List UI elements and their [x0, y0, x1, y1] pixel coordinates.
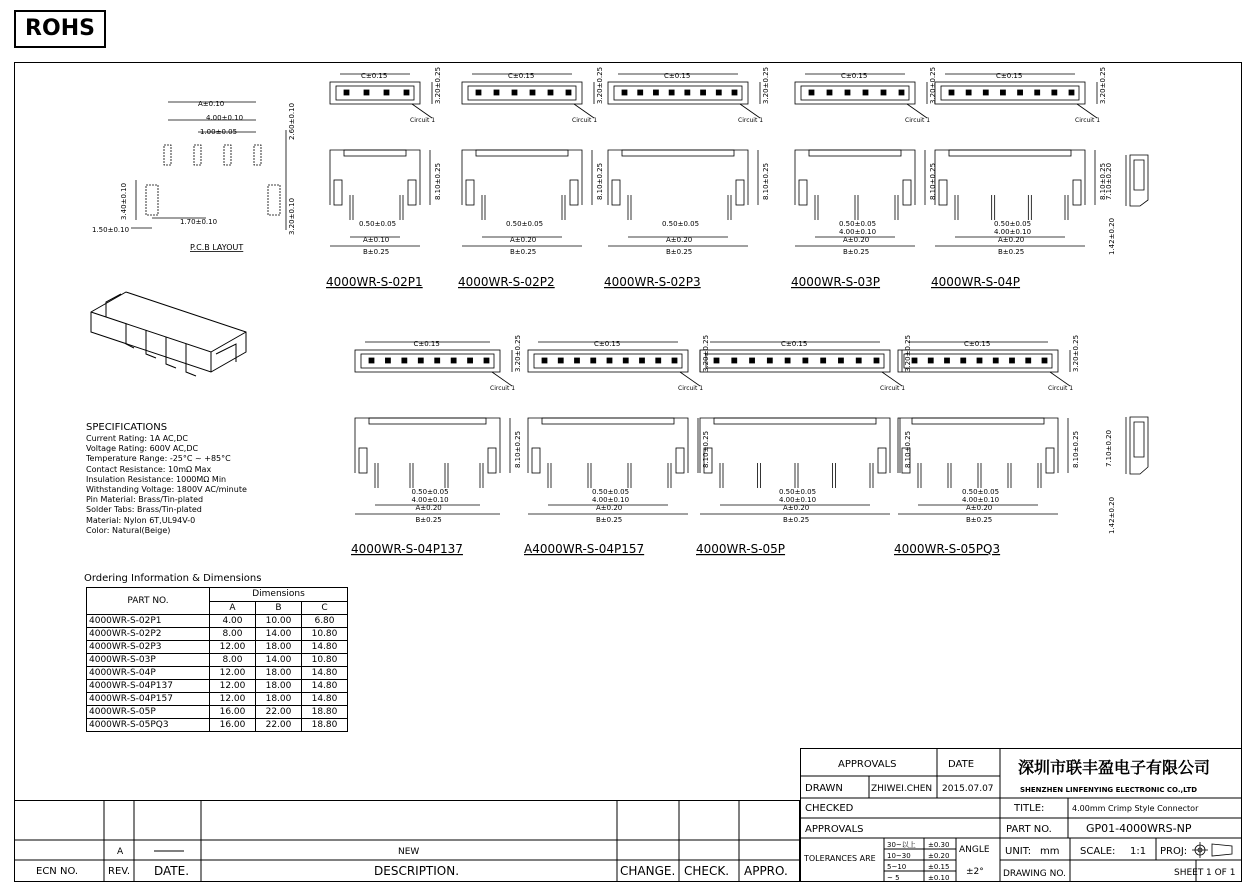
- ordering-cell-part: 4000WR-S-05PQ3: [87, 719, 210, 732]
- dim-side: 3.20±0.25: [514, 334, 522, 372]
- dim-b: B±0.25: [510, 248, 537, 256]
- spec-line: Current Rating: 1A AC,DC: [86, 434, 188, 443]
- ordering-cell-a: 8.00: [210, 654, 256, 667]
- dim-height: 8.10±0.25: [1099, 162, 1107, 200]
- pcb-layout-title: P.C.B LAYOUT: [190, 243, 244, 252]
- title-label: TITLE:: [1014, 803, 1045, 814]
- dim-height: 8.10±0.25: [702, 430, 710, 468]
- dim-pitch: 0.50±0.05: [962, 488, 1000, 496]
- sheet-label: SHEET: [1174, 868, 1204, 878]
- side-view-2-h: 7.10±0.20: [1105, 429, 1113, 467]
- tol-value: ±0.20: [928, 852, 950, 860]
- spec-line: Pin Material: Brass/Tin-plated: [86, 495, 204, 505]
- ordering-header-dims: Dimensions: [210, 588, 348, 602]
- ordering-cell-part: 4000WR-S-04P: [87, 667, 210, 680]
- date-header: DATE: [948, 759, 975, 770]
- ordering-cell-a: 12.00: [210, 693, 256, 706]
- drawn-date: 2015.07.07: [942, 784, 994, 794]
- spec-line: Temperature Range: -25°C ~ +85°C: [86, 454, 231, 464]
- ecn-no-label: ECN NO.: [36, 866, 79, 877]
- ordering-cell-b: 18.00: [256, 680, 302, 693]
- ordering-cell-part: 4000WR-S-03P: [87, 654, 210, 667]
- tol-value: ±0.10: [928, 874, 950, 882]
- ordering-row: [87, 693, 348, 706]
- dim-a: A±0.20: [783, 504, 810, 512]
- dim-side: 3.20±0.25: [1099, 66, 1107, 104]
- dim-4mm: 4.00±0.10: [962, 496, 1000, 504]
- ordering-col-b: B: [256, 601, 302, 615]
- unit-label: UNIT:: [1005, 846, 1032, 857]
- dim-a: A±0.20: [966, 504, 993, 512]
- dim-height: 8.10±0.25: [596, 162, 604, 200]
- dim-c: C±0.15: [664, 72, 691, 80]
- checked-label: CHECKED: [805, 803, 854, 814]
- ordering-cell-a: 4.00: [210, 615, 256, 628]
- part-label: 4000WR-S-05P: [696, 542, 786, 556]
- ordering-row: [87, 615, 348, 628]
- connector-3d-view: [86, 282, 256, 392]
- ordering-title: Ordering Information & Dimensions: [84, 573, 262, 584]
- ordering-cell-part: 4000WR-S-02P3: [87, 641, 210, 654]
- dim-pitch: 0.50±0.05: [359, 220, 397, 228]
- ordering-cell-part: 4000WR-S-05P: [87, 706, 210, 719]
- ordering-cell-c: 10.80: [302, 654, 348, 667]
- specifications: [86, 422, 247, 536]
- spec-line: Withstanding Voltage: 1800V AC/minute: [86, 485, 247, 495]
- scale-label: SCALE:: [1080, 846, 1116, 857]
- rev-value: A: [117, 847, 124, 857]
- ordering-cell-c: 14.80: [302, 680, 348, 693]
- ordering-row: [87, 641, 348, 654]
- dim-pitch: 0.50±0.05: [994, 220, 1032, 228]
- ordering-cell-c: 14.80: [302, 641, 348, 654]
- dim-pitch: 0.50±0.05: [411, 488, 449, 496]
- part-label: 4000WR-S-02P1: [326, 275, 423, 289]
- date-label: DATE.: [154, 864, 190, 878]
- ordering-cell-b: 22.00: [256, 706, 302, 719]
- ordering-col-c: C: [302, 601, 348, 615]
- part-no-label: PART NO.: [1006, 824, 1052, 835]
- spec-line: Material: Nylon 6T,UL94V-0: [86, 515, 196, 525]
- tolerances-label: TOLERANCES ARE: [804, 854, 876, 863]
- connector-view-2: [690, 330, 920, 561]
- dim-pitch: 0.50±0.05: [506, 220, 544, 228]
- ordering-col-a: A: [210, 601, 256, 615]
- circuit-label: Circuit 1: [490, 385, 516, 392]
- ordering-row: [87, 719, 348, 732]
- dim-b: B±0.25: [415, 516, 442, 524]
- connector-view-0: [320, 62, 450, 294]
- dim-c: C±0.15: [508, 72, 535, 80]
- angle-tol: ±2°: [966, 867, 984, 877]
- part-label: 4000WR-S-05PQ3: [894, 542, 1001, 556]
- dim-height: 8.10±0.25: [514, 430, 522, 468]
- dim-a: A±0.20: [596, 504, 623, 512]
- dim-height: 8.10±0.25: [434, 162, 442, 200]
- dim-b: B±0.25: [666, 248, 693, 256]
- side-view-2: [1100, 412, 1160, 537]
- part-label: 4000WR-S-02P3: [604, 275, 701, 289]
- connector-view-1: [452, 62, 612, 294]
- spec-line: Solder Tabs: Brass/Tin-plated: [86, 505, 202, 515]
- circuit-label: Circuit 1: [1075, 117, 1101, 124]
- part-label: 4000WR-S-03P: [791, 275, 881, 289]
- circuit-label: Circuit 1: [880, 385, 906, 392]
- ordering-row: [87, 628, 348, 641]
- dim-a: A±0.20: [843, 236, 870, 244]
- check-label: CHECK.: [684, 864, 730, 878]
- circuit-label: Circuit 1: [905, 117, 931, 124]
- title-block: [800, 748, 1242, 882]
- dim-a: A±0.20: [666, 236, 693, 244]
- drawn-by: ZHIWEI.CHEN: [871, 784, 933, 794]
- connector-view-2: [598, 62, 778, 294]
- ordering-cell-c: 18.80: [302, 719, 348, 732]
- spec-line: Insulation Resistance: 1000MΩ Min: [86, 474, 227, 484]
- ordering-cell-b: 10.00: [256, 615, 302, 628]
- ordering-cell-b: 18.00: [256, 667, 302, 680]
- tol-value: ±0.30: [928, 841, 950, 849]
- ordering-cell-part: 4000WR-S-04P137: [87, 680, 210, 693]
- circuit-label: Circuit 1: [410, 117, 436, 124]
- dim-b: B±0.25: [596, 516, 623, 524]
- title-value: 4.00mm Crimp Style Connector: [1072, 804, 1199, 813]
- ordering-table: [86, 587, 348, 732]
- dim-a: A±0.10: [363, 236, 390, 244]
- proj-label: PROJ:: [1160, 846, 1188, 857]
- dim-4mm: 4.00±0.10: [779, 496, 817, 504]
- dim-height: 8.10±0.25: [1072, 430, 1080, 468]
- pcb-dim-width: 1.00±0.05: [200, 128, 238, 136]
- pcb-layout-drawing: [86, 90, 296, 260]
- pcb-dim-320: 3.20±0.10: [288, 197, 296, 235]
- tol-range: 5~10: [887, 863, 907, 871]
- dim-a: A±0.20: [998, 236, 1025, 244]
- company-name-en: SHENZHEN LINFENYING ELECTRONIC CO.,LTD: [1020, 786, 1198, 794]
- appro-label: APPRO.: [744, 864, 788, 878]
- ordering-cell-a: 16.00: [210, 706, 256, 719]
- connector-view-1: [518, 330, 718, 561]
- ordering-cell-c: 6.80: [302, 615, 348, 628]
- tol-value: ±0.15: [928, 863, 950, 871]
- angle-label: ANGLE: [959, 845, 990, 855]
- dim-b: B±0.25: [966, 516, 993, 524]
- connector-view-3: [888, 330, 1088, 561]
- dim-c: C±0.15: [964, 340, 991, 348]
- scale-value: 1:1: [1130, 846, 1147, 857]
- ordering-cell-c: 14.80: [302, 693, 348, 706]
- dim-b: B±0.25: [998, 248, 1025, 256]
- dim-height: 8.10±0.25: [929, 162, 937, 200]
- ordering-cell-a: 16.00: [210, 719, 256, 732]
- connector-view-0: [345, 330, 530, 561]
- dim-pitch: 0.50±0.05: [662, 220, 700, 228]
- part-no-value: GP01-4000WRS-NP: [1086, 822, 1192, 835]
- dim-a: A±0.20: [510, 236, 537, 244]
- spec-line: Color: Natural(Beige): [86, 525, 171, 535]
- ordering-cell-b: 18.00: [256, 641, 302, 654]
- circuit-label: Circuit 1: [678, 385, 704, 392]
- dim-side: 3.20±0.25: [762, 66, 770, 104]
- dim-b: B±0.25: [843, 248, 870, 256]
- ordering-cell-part: 4000WR-S-02P2: [87, 628, 210, 641]
- dim-4mm: 4.00±0.10: [994, 228, 1032, 236]
- approvals-header: APPROVALS: [838, 759, 897, 770]
- side-view-2-t: 1.42±0.20: [1108, 496, 1116, 534]
- circuit-label: Circuit 1: [572, 117, 598, 124]
- dim-side: 3.20±0.25: [596, 66, 604, 104]
- dim-height: 8.10±0.25: [762, 162, 770, 200]
- approvals-label: APPROVALS: [805, 824, 864, 835]
- dim-c: C±0.15: [594, 340, 621, 348]
- drawn-label: DRAWN: [805, 783, 843, 794]
- dim-b: B±0.25: [363, 248, 390, 256]
- revision-block: [14, 800, 800, 882]
- ordering-cell-b: 14.00: [256, 654, 302, 667]
- tol-range: 10~30: [887, 852, 911, 860]
- dim-c: C±0.15: [841, 72, 868, 80]
- ordering-cell-a: 12.00: [210, 641, 256, 654]
- tol-range: ~ 5: [887, 874, 900, 882]
- connector-view-3: [785, 62, 945, 294]
- tol-range: 30~以上: [887, 841, 916, 849]
- dim-pitch: 0.50±0.05: [779, 488, 817, 496]
- circuit-label: Circuit 1: [738, 117, 764, 124]
- dim-pitch: 0.50±0.05: [839, 220, 877, 228]
- company-name-cn: 深圳市联丰盈电子有限公司: [1018, 758, 1211, 777]
- dim-side: 3.20±0.25: [1072, 334, 1080, 372]
- rohs-mark: ROHS: [14, 10, 106, 48]
- rev-description-value: NEW: [398, 847, 420, 857]
- ordering-cell-a: 8.00: [210, 628, 256, 641]
- ordering-cell-c: 14.80: [302, 667, 348, 680]
- ordering-cell-c: 18.80: [302, 706, 348, 719]
- ordering-cell-b: 18.00: [256, 693, 302, 706]
- ordering-cell-part: 4000WR-S-04P157: [87, 693, 210, 706]
- ordering-row: [87, 680, 348, 693]
- specifications-title: SPECIFICATIONS: [86, 422, 168, 433]
- dim-side: 3.20±0.25: [434, 66, 442, 104]
- part-label: 4000WR-S-04P: [931, 275, 1021, 289]
- dim-side: 3.20±0.25: [929, 66, 937, 104]
- connector-view-4: [925, 62, 1115, 294]
- rev-label: REV.: [108, 866, 130, 877]
- dim-a: A±0.20: [415, 504, 442, 512]
- change-label: CHANGE.: [620, 864, 676, 878]
- dim-4mm: 4.00±0.10: [839, 228, 877, 236]
- ordering-row: [87, 654, 348, 667]
- dim-height: 8.10±0.25: [904, 430, 912, 468]
- dim-c: C±0.15: [996, 72, 1023, 80]
- side-view-1-h: 7.10±0.20: [1105, 162, 1113, 200]
- ordering-header-part: PART NO.: [87, 588, 210, 615]
- unit-value: mm: [1040, 846, 1060, 857]
- side-view-1-t: 1.42±0.20: [1108, 217, 1116, 255]
- ordering-cell-a: 12.00: [210, 680, 256, 693]
- ordering-cell-b: 22.00: [256, 719, 302, 732]
- part-label: A4000WR-S-04P157: [524, 542, 645, 556]
- description-label: DESCRIPTION.: [374, 864, 460, 878]
- ordering-row: [87, 667, 348, 680]
- drawing-no-label: DRAWING NO.: [1003, 869, 1066, 879]
- dim-b: B±0.25: [783, 516, 810, 524]
- pcb-dim-pitch: 4.00±0.10: [206, 114, 244, 122]
- ordering-cell-b: 14.00: [256, 628, 302, 641]
- dim-side: 3.20±0.25: [904, 334, 912, 372]
- part-label: 4000WR-S-04P137: [351, 542, 463, 556]
- projection-symbol-icon: [1192, 842, 1232, 858]
- pcb-dim-a: A±0.10: [198, 100, 225, 108]
- dim-c: C±0.15: [781, 340, 808, 348]
- circuit-label: Circuit 1: [1048, 385, 1074, 392]
- ordering-cell-part: 4000WR-S-02P1: [87, 615, 210, 628]
- dim-c: C±0.15: [361, 72, 388, 80]
- part-label: 4000WR-S-02P2: [458, 275, 555, 289]
- dim-4mm: 4.00±0.10: [411, 496, 449, 504]
- ordering-row: [87, 706, 348, 719]
- pcb-dim-260: 2.60±0.10: [288, 102, 296, 140]
- dim-side: 3.20±0.25: [702, 334, 710, 372]
- ordering-cell-a: 12.00: [210, 667, 256, 680]
- pcb-dim-edge: 1.50±0.10: [92, 226, 130, 234]
- dim-c: C±0.15: [413, 340, 440, 348]
- pcb-dim-tab: 1.70±0.10: [180, 218, 218, 226]
- sheet-value: 1 OF 1: [1206, 868, 1236, 878]
- spec-line: Contact Resistance: 10mΩ Max: [86, 464, 212, 474]
- pcb-dim-340: 3.40±0.10: [120, 182, 128, 220]
- dim-pitch: 0.50±0.05: [592, 488, 630, 496]
- spec-line: Voltage Rating: 600V AC,DC: [86, 444, 199, 454]
- ordering-cell-c: 10.80: [302, 628, 348, 641]
- dim-4mm: 4.00±0.10: [592, 496, 630, 504]
